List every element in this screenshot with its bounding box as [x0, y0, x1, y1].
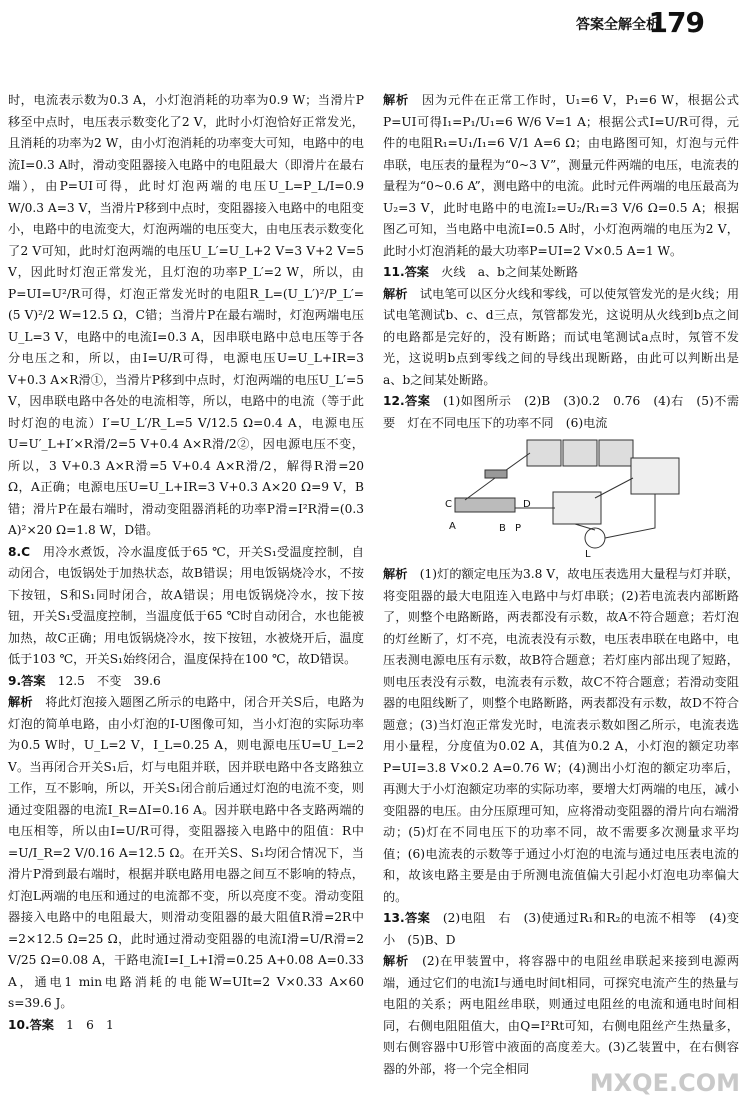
paragraph-text: 12.5 不变 39.6 — [57, 673, 161, 688]
text-paragraph — [383, 90, 739, 262]
answer-label: 11.答案 — [383, 265, 429, 279]
answer-label: 8.C — [8, 544, 31, 559]
circuit-figure — [435, 438, 685, 558]
circuit-diagram-icon — [435, 438, 685, 558]
text-paragraph — [8, 90, 364, 542]
text-paragraph — [8, 671, 364, 693]
paragraph-text: 时，电流表示数为0.3 A，小灯泡消耗的功率为0.9 W；当滑片P移至中点时，电压表示数变化了2 V，此时小灯泡恰好正常发光，且消耗的功率为2 W，由小灯泡消耗的功率变大可知，电路中的电流I=0.3 A时，滑动变阻器接入电路中的电阻最大（即滑片在最右端），由P=UI可得，此时灯泡两端的电压U_L=P_L/I=0.9 W/0.3 A=3 V，当滑片P移到中点时，变阻器接入电路中的电阻变小，电路中的电流变大，灯泡两端的电压变大，由电压表示数变化了2 V可知，此时灯泡两端的电压U_L′=U_L+2 V=3 V+2 V=5 V，因此时灯泡正常发光，且灯泡的功率P_L′=2 W，所以，由P=UI=U²/R可得，灯泡正常发光时的电阻R_L=(U_L′)²/P_L′=(5 V)²/2 W=12.5 Ω，C错；当滑片P在最右端时，灯泡两端电压U_L=3 V，电路中的电流I=0.3 A，因串联电路中总电压等于各分电压之和，所以，由I=U/R可得，电源电压U=U_L+IR=3 V+0.3 A×R滑①，当滑片P移到中点时，灯泡两端的电压U_L′=5 V，因串联电路中各处的电流相等，所以，电路中的电流（等于此时灯泡的电流）I′=U_L′/R_L=5 V/12.5 Ω=0.4 A，电源电压U=U′_L+I′×R滑/2=5 V+0.4 A×R滑/2②，因电源电压不变，所以，3 V+0.3 A×R滑=5 V+0.4 A×R滑/2，解得R滑=20 Ω，A正确；电源电压U=U_L+IR=3 V+0.3 A×20 Ω=9 V，B错；滑片P在最右端时，滑动变阻器消耗的功率P滑=I²R滑=(0.3 A)²×20 Ω=1.8 W，D错。 — [8, 93, 364, 537]
answer-label: 解析 — [8, 695, 33, 709]
answer-label: 9.答案 — [8, 673, 46, 688]
text-paragraph — [383, 951, 739, 1080]
paragraph-text: (1)灯的额定电压为3.8 V，故电压表选用大量程与灯并联，将变阻器的最大电阻连入电路中与灯串联；(2)若电流表内部断路了，则整个电路断路，两表都没有示数，故A不符合题意；若灯泡的灯丝断了，灯不亮，电流表没有示数，电压表串联在电路中，电压表测电源电压有示数，故B符合题意；若灯座内部出现了短路，则电压表没有示数，电流表有示数，故C不符合题意；若滑动变阻器的电阻线断了，则整个电路断路，两表都没有示数，故D不符合题意；(3)当灯泡正常发光时，电流表示数如图乙所示，电流表选用小量程，分度值为0.02 A，其值为0.2 A，小灯泡的额定功率P=UI=3.8 V×0.2 A=0.76 W；(4)测出小灯泡的额定功率后，再测大于小灯泡额定功率的实际功率，要增大灯两端的电压，减小变阻器的电压。由分压原理可知，应将滑动变阻器的滑片向右端滑动；(5)灯在不同电压下的功率不同，故不需要多次测量求平均值；(6)电流表的示数等于通过小灯泡的电流与通过电压表电流的和，故该电路主要是由于所测电流值偏大引起小灯泡电功率偏大的。 — [383, 567, 740, 904]
paragraph-text: (2)电阻 右 (3)使通过R₁和R₂的电流不相等 (4)变小 (5)B、D — [383, 911, 740, 947]
figure-label: B — [499, 523, 506, 534]
figure-label: P — [515, 523, 522, 534]
figure-label: A — [449, 521, 456, 532]
answer-label: 解析 — [383, 954, 410, 968]
paragraph-text: 火线 a、b之间某处断路 — [441, 265, 579, 279]
text-paragraph — [383, 391, 739, 434]
paragraph-text: 将此灯泡接入题图乙所示的电路中，闭合开关S后，电路为灯泡的简单电路，由小灯泡的I-U图像可知，当小灯泡的实际功率为0.5 W时，U_L=2 V，I_L=0.25 A，则电源电压U=U_L=2 V。当再闭合开关S₁后，灯与电阻并联，因并联电路中各支路独立工作，互不影响，所以，开关S₁闭合前后通过灯泡的电流不变，则通过变阻器的电流I_R=ΔI=0.16 A。因并联电路中各支路两端的电压相等，所以由I=U/R可得，变阻器接入电路中的阻值：R中=U/I_R=2 V/0.16 A=12.5 Ω。在开关S、S₁均闭合情况下，当滑片P滑到最右端时，根据并联电路用电器之间互不影响的特点，灯泡L两端的电压和通过的电流都不变，所以亮度不变。滑动变阻器接入电路中的电阻最大，则滑动变阻器的最大阻值R滑=2R中=2×12.5 Ω=25 Ω，此时通过滑动变阻器的电流I滑=U/R滑=2 V/25 Ω=0.08 A，干路电流I=I_L+I滑=0.25 A+0.08 A=0.33 A，通电1 min电路消耗的电能W=UIt=2 V×0.33 A×60 s=39.6 J。 — [8, 695, 365, 1010]
text-paragraph — [8, 1015, 364, 1037]
paragraph-text: 试电笔可以区分火线和零线，可以使氖管发光的是火线；用试电笔测试b、c、d三点，氖管都发光，这说明从火线到b点之间的电路都是完好的，没有断路；而试电笔测试a点时，氖管不发光，这说明b点到零线之间的导线出现断路，由此可以判断出是a、b之间某处断路。 — [383, 286, 740, 387]
answer-label: 解析 — [383, 286, 408, 301]
left-column — [8, 90, 364, 1036]
answer-label: 10.答案 — [8, 1017, 54, 1032]
answer-label: 解析 — [383, 93, 410, 107]
figure-label: D — [523, 499, 531, 510]
watermark: MXQE.COM — [589, 1069, 740, 1097]
paragraph-text: 1 6 1 — [66, 1017, 114, 1032]
paragraph-text: (2)在甲装置中，将容器中的电阻丝串联起来接到电源两端，通过它们的电流I与通电时间t相同，可探究电流产生的热量与电阻的关系；两电阻丝串联，则通过电阻丝的电流和通电时间相同，右侧电阻阻值大，由Q=I²Rt可知，右侧电阻丝产生热量多，则右侧容器中U形管中液面的高度差大。(3)乙装置中，在右侧容器的外部，将一个完全相同 — [383, 954, 740, 1076]
text-paragraph — [8, 542, 364, 671]
text-paragraph — [383, 908, 739, 951]
header-title: 答案全解全析 — [576, 17, 660, 33]
answer-label: 解析 — [383, 567, 408, 581]
paragraph-text: (1)如图所示 (2)B (3)0.2 0.76 (4)右 (5)不需要 灯在不同电压下的功率不同 (6)电流 — [383, 394, 740, 430]
text-paragraph — [383, 262, 739, 284]
right-column — [383, 90, 739, 1080]
paragraph-text: 用冷水煮饭，冷水温度低于65 ℃，开关S₁受温度控制，自动闭合，电饭锅处于加热状态，故B错误；用电饭锅烧冷水，不按下按钮，S和S₁同时闭合，故A错误；用电饭锅烧冷水，按下按钮，开关S₁受温度控制，当温度低于65 ℃时自动闭合，水也能被加热，故C正确；用电饭锅烧冷水，按下按钮，水被烧开后，温度低于103 ℃，开关S₁始终闭合，温度保持在100 ℃，故D错误。 — [8, 544, 364, 666]
page-number: 179 — [648, 6, 704, 39]
text-paragraph — [8, 692, 364, 1015]
text-paragraph — [383, 284, 739, 392]
figure-label: C — [445, 499, 452, 510]
paragraph-text: 因为元件在正常工作时，U₁=6 V，P₁=6 W，根据公式P=UI可得I₁=P₁/U₁=6 W/6 V=1 A；根据公式I=U/R可得，元件的电阻R₁=U₁/I₁=6 V/1 A=6 Ω；由电路图可知，灯泡与元件串联，电压表的量程为“0~3 V”，测量元件两端的电压，电流表的量程为“0~0.6 A”，测电路中的电流。此时元件两端的电压最高为U₂=3 V，此时电路中的电流I₂=U₂/R₁=3 V/6 Ω=0.5 A；根据图乙可知，当电路中电流I=0.5 A时，小灯泡两端的电压为2 V，此时小灯泡消耗的最大功率P=UI=2 V×0.5 A=1 W。 — [383, 93, 739, 258]
answer-label: 13.答案 — [383, 911, 431, 925]
figure-label: L — [585, 549, 591, 560]
text-paragraph — [383, 564, 739, 908]
page-header — [510, 0, 750, 46]
answer-label: 12.答案 — [383, 394, 431, 408]
